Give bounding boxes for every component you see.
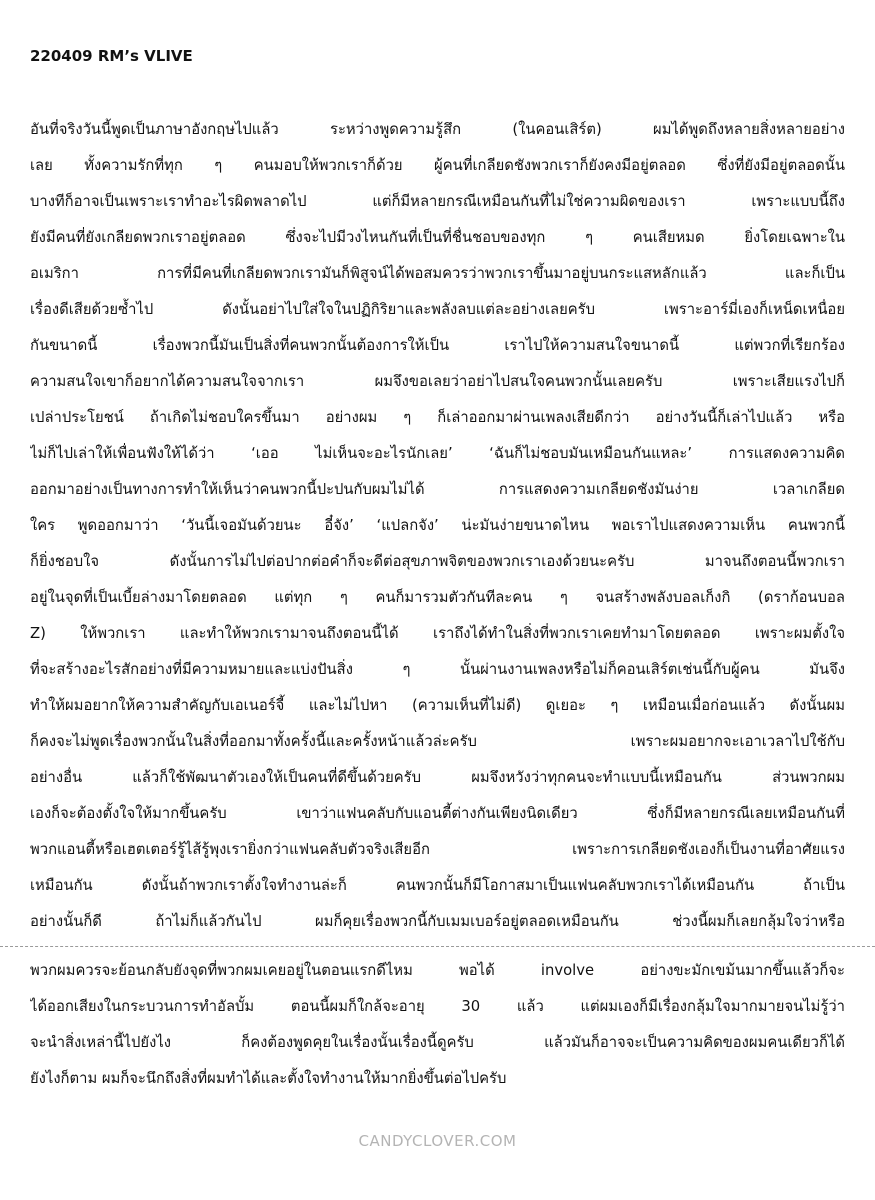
text-line: อันที่จริงวันนี้พูดเป็นภาษาอังกฤษไปแล้ว ระหว่างพูดความรู้สึก (ในคอนเสิร์ต) ผมได้พูดถึงหลายสิ่งหลายอย่าง	[30, 121, 845, 138]
text-line: ที่จะสร้างอะไรสักอย่างที่มีความหมายและแบ่งปันสิ่ง ๆ นั้นผ่านงานเพลงหรือไม่ก็คอนเสิร์ตเช่นนี้กับผู้คน มันจึง	[30, 661, 845, 678]
page-divider	[0, 946, 875, 947]
text-line: อย่างอื่น แล้วก็ใช้พัฒนาตัวเองให้เป็นคนที่ดีขึ้นด้วยครับ ผมจึงหวังว่าทุกคนจะทำแบบนี้เหมือนกัน ส่วนพวกผม	[30, 769, 845, 786]
page-title: 220409 RM’s VLIVE	[30, 47, 193, 65]
text-line: ออกมาอย่างเป็นทางการทำให้เห็นว่าคนพวกนี้ปะปนกับผมไม่ได้ การแสดงความเกลียดชังมันง่าย เวลาเกลียด	[30, 481, 845, 498]
text-line: อเมริกา การที่มีคนที่เกลียดพวกเรามันก็พิสูจน์ได้พอสมควรว่าพวกเราขึ้นมาอยู่บนกระแสหลักแล้ว และก็เป็น	[30, 265, 845, 282]
site-watermark: CANDYCLOVER.COM	[358, 1132, 517, 1150]
text-line: ยังมีคนที่ยังเกลียดพวกเราอยู่ตลอด ซึ่งจะไปมีวงไหนกันที่เป็นที่ชื่นชอบของทุก ๆ คนเสียหมด ยิ่งโดยเฉพาะใน	[30, 229, 845, 246]
text-line: บางทีก็อาจเป็นเพราะเราทำอะไรผิดพลาดไป แต่ก็มีหลายกรณีเหมือนกันที่ไม่ใช่ความผิดของเรา เพราะแบบนี้ถึง	[30, 193, 845, 210]
text-line: ก็ยิ่งชอบใจ ดังนั้นการไม่ไปต่อปากต่อคำก็จะดีต่อสุขภาพจิตของพวกเราเองด้วยนะครับ มาจนถึงตอนนี้พวกเรา	[30, 553, 845, 570]
text-line: อยู่ในจุดที่เป็นเบี้ยล่างมาโดยตลอด แต่ทุก ๆ คนก็มารวมตัวกันทีละคน ๆ จนสร้างพลังบอลเก็งกิ (ดราก้อนบอล	[30, 589, 845, 606]
text-line: เองก็จะต้องตั้งใจให้มากขึ้นครับ เขาว่าแฟนคลับกับแอนตี้ต่างกันเพียงนิดเดียว ซึ่งก็มีหลายกรณีเลยเหมือนกันที่	[30, 805, 845, 822]
paragraph-continued	[30, 953, 845, 1097]
text-line: ก็คงจะไม่พูดเรื่องพวกนั้นในสิ่งที่ออกมาทั้งครั้งนี้และครั้งหน้าแล้วล่ะครับ เพราะผมอยากจะเอาเวลาไปใช้กับ	[30, 733, 845, 750]
text-line: ได้ออกเสียงในกระบวนการทำอัลบั้ม ตอนนี้ผมก็ใกล้จะอายุ 30 แล้ว แต่ผมเองก็มีเรื่องกลุ้มใจมากมายจนไม่รู้ว่า	[30, 998, 845, 1015]
text-line: เลย ทั้งความรักที่ทุก ๆ คนมอบให้พวกเราก็ด้วย ผู้คนที่เกลียดชังพวกเราก็ยังคงมีอยู่ตลอด ซึ่งที่ยังมีอยู่ตลอดนั้น	[30, 157, 845, 174]
text-line: ใคร พูดออกมาว่า ‘วันนี้เจอมันด้วยนะ อี๋จัง’ ‘แปลกจัง’ น่ะมันง่ายขนาดไหน พอเราไปแสดงความเห็น คนพวกนี้	[30, 517, 845, 534]
text-line: เหมือนกัน ดังนั้นถ้าพวกเราตั้งใจทำงานล่ะก็ คนพวกนั้นก็มีโอกาสมาเป็นแฟนคลับพวกเราได้เหมือนกัน ถ้าเป็น	[30, 877, 845, 894]
text-line: ไม่ก็ไปเล่าให้เพื่อนฟังให้ได้ว่า ‘เออ ไม่เห็นจะอะไรนักเลย’ ‘ฉันก็ไม่ชอบมันเหมือนกันแหละ’ การแสดงความคิด	[30, 445, 845, 462]
text-line: พวกแอนตี้หรือเฮตเตอร์รู้ไส้รู้พุงเรายิ่งกว่าแฟนคลับตัวจริงเสียอีก เพราะการเกลียดชังเองก็เป็นงานที่อาศัยแรง	[30, 841, 845, 858]
text-line: จะนำสิ่งเหล่านี้ไปยังไง ก็คงต้องพูดคุยในเรื่องนั้นเรื่องนี้ดูครับ แล้วมันก็อาจจะเป็นความคิดของผมคนเดียวก็ได้	[30, 1034, 845, 1051]
paragraph-main	[30, 112, 845, 940]
text-line: กันขนาดนี้ เรื่องพวกนี้มันเป็นสิ่งที่คนพวกนั้นต้องการให้เป็น เราไปให้ความสนใจขนาดนี้ แต่พวกที่เรียกร้อง	[30, 337, 845, 354]
text-line: ความสนใจเขาก็อยากได้ความสนใจจากเรา ผมจึงขอเลยว่าอย่าไปสนใจคนพวกนั้นเลยครับ เพราะเสียแรงไปก็	[30, 373, 845, 390]
text-line: เปล่าประโยชน์ ถ้าเกิดไม่ชอบใครขึ้นมา อย่างผม ๆ ก็เล่าออกมาผ่านเพลงเสียดีกว่า อย่างวันนี้ก็เล่าไปแล้ว หรือ	[30, 409, 845, 426]
text-line: เรื่องดีเสียด้วยซ้ำไป ดังนั้นอย่าไปใส่ใจในปฏิกิริยาและพลังลบแต่ละอย่างเลยครับ เพราะอาร์มี่เองก็เหน็ดเหนื่อย	[30, 301, 845, 318]
text-line: ทำให้ผมอยากให้ความสำคัญกับเอเนอร์จี้ และไม่ไปหา (ความเห็นที่ไม่ดี) ดูเยอะ ๆ เหมือนเมื่อก่อนแล้ว ดังนั้นผม	[30, 697, 845, 714]
text-line: อย่างนั้นก็ดี ถ้าไม่ก็แล้วกันไป ผมก็คุยเรื่องพวกนี้กับเมมเบอร์อยู่ตลอดเหมือนกัน ช่วงนี้ผมก็เลยกลุ้มใจว่าหรือ	[30, 913, 845, 930]
text-line: Z) ให้พวกเรา และทำให้พวกเรามาจนถึงตอนนี้ได้ เราถึงได้ทำในสิ่งที่พวกเราเคยทำมาโดยตลอด เพราะผมตั้งใจ	[30, 625, 845, 642]
text-line: ยังไงก็ตาม ผมก็จะนึกถึงสิ่งที่ผมทำได้และตั้งใจทำงานให้มากยิ่งขึ้นต่อไปครับ	[30, 1070, 507, 1087]
text-line: พวกผมควรจะย้อนกลับยังจุดที่พวกผมเคยอยู่ในตอนแรกดีไหม พอได้ involve อย่างขะมักเขม้นมากขึ้นแล้วก็จะ	[30, 962, 845, 979]
